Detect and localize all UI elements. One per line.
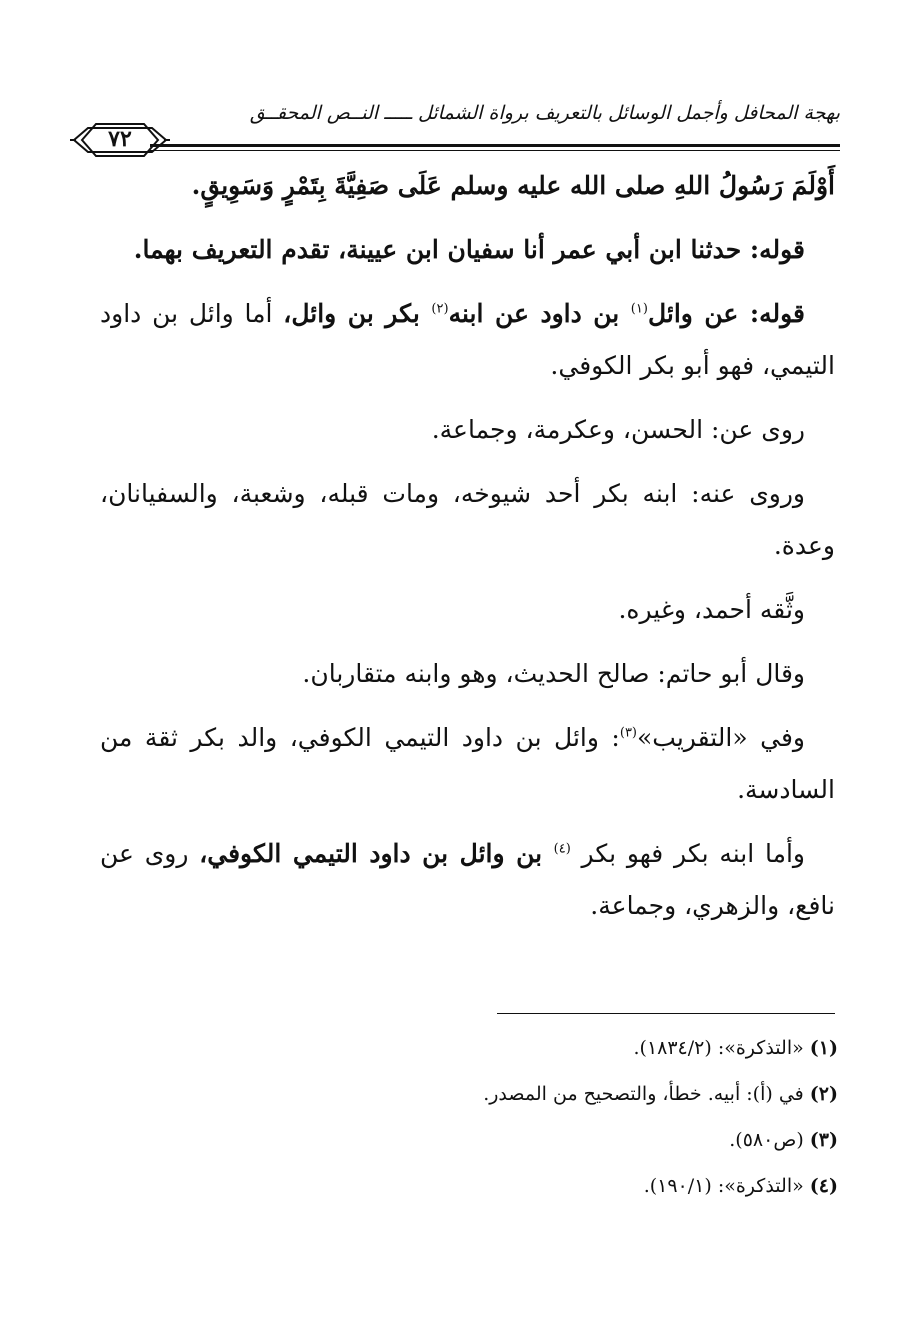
footnotes xyxy=(300,1025,838,1209)
paragraph-8 xyxy=(100,828,835,932)
main-text xyxy=(100,160,835,944)
running-title: بهجة المحافل وأجمل الوسائل بالتعريف برواة الشمائل ـــــ النــص المحقــق xyxy=(249,102,840,124)
paragraph-hadith: أَوْلَمَ رَسُولُ اللهِ صلى الله عليه وسلم عَلَى صَفِيَّةَ بِتَمْرٍ وَسَوِيقٍ. xyxy=(191,171,835,200)
paragraph-1: قوله: حدثنا ابن أبي عمر أنا سفيان ابن عيينة، تقدم التعريف بهما. xyxy=(133,235,805,264)
footnote-1 xyxy=(300,1025,838,1071)
text-span: : وائل بن داود التيمي الكوفي، والد بكر ثقة من السادسة. xyxy=(100,723,835,804)
text-span: قوله: عن وائل xyxy=(647,299,805,328)
footnote-number: (١) xyxy=(809,1037,838,1059)
text-span: وأما ابنه بكر فهو بكر xyxy=(570,839,805,868)
footnote-text: في (أ): أبيه. خطأ، والتصحيح من المصدر. xyxy=(483,1083,810,1105)
header-rule xyxy=(150,144,840,147)
text-span: روى عن نافع، والزهري، وجماعة. xyxy=(100,839,835,920)
text-span: أما وائل بن داود التيمي، فهو أبو بكر الكوفي. xyxy=(100,299,835,380)
page-number: ٧٢ xyxy=(108,126,132,152)
footnote-ref-1: (١) xyxy=(630,301,648,317)
footnote-2 xyxy=(300,1071,838,1117)
paragraph-4: وروى عنه: ابنه بكر أحد شيوخه، ومات قبله، وشعبة، والسفيانان، وعدة. xyxy=(100,479,835,560)
footnote-4 xyxy=(300,1163,838,1209)
paragraph-2 xyxy=(100,288,835,392)
footnote-ref-2: (٢) xyxy=(431,301,449,317)
text-span: وفي «التقريب» xyxy=(637,723,805,752)
footnote-text: (ص٥٨٠). xyxy=(729,1129,810,1151)
footnote-3 xyxy=(300,1117,838,1163)
footnote-text: «التذكرة»: (١٩٠/١). xyxy=(643,1175,810,1197)
header-rule-thin xyxy=(150,150,840,151)
footnote-text: «التذكرة»: (١٨٣٤/٢). xyxy=(633,1037,810,1059)
footnote-number: (٢) xyxy=(809,1083,838,1105)
footnote-separator xyxy=(497,1013,835,1014)
text-span: بن وائل بن داود التيمي الكوفي، xyxy=(199,839,554,868)
paragraph-6: وقال أبو حاتم: صالح الحديث، وهو وابنه متقاربان. xyxy=(302,659,805,688)
footnote-number: (٣) xyxy=(809,1129,838,1151)
paragraph-3: روى عن: الحسن، وعكرمة، وجماعة. xyxy=(431,415,805,444)
footnote-number: (٤) xyxy=(809,1175,838,1197)
paragraph-7 xyxy=(100,712,835,816)
paragraph-5: وثَّقه أحمد، وغيره. xyxy=(618,595,805,624)
footnote-ref-3: (٣) xyxy=(619,725,637,741)
page-header xyxy=(70,98,840,158)
footnote-ref-4: (٤) xyxy=(553,841,571,857)
text-span: بن داود عن ابنه xyxy=(448,299,631,328)
page-number-badge xyxy=(70,118,170,162)
text-span: بكر بن وائل، xyxy=(283,299,432,328)
